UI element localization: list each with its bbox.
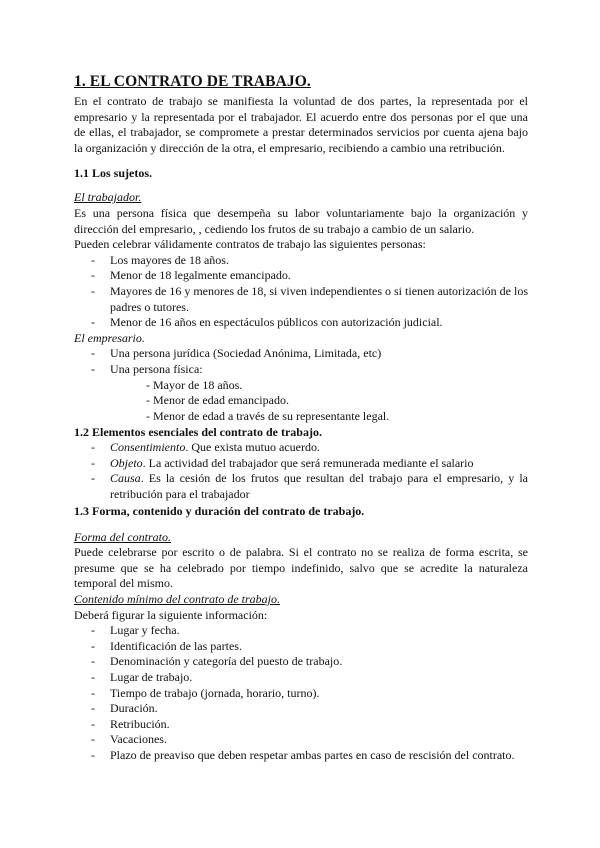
- element-term: Causa: [110, 471, 141, 486]
- empresario-list: [74, 346, 528, 377]
- trabajador-definition: Es una persona física que desempeña su labor voluntariamente bajo la organización y dirección del empresario, , cediendo los frutos de su trabajo a cambio de un salario.: [74, 205, 528, 236]
- debera-text: Deberá figurar la siguiente información:: [74, 607, 268, 622]
- list-item: [74, 456, 528, 472]
- forma-subheading: Forma del contrato.: [74, 529, 171, 544]
- forma-paragraph: Puede celebrarse por escrito o de palabra. Si el contrato no se realiza de forma escrita, se presume que se ha celebrado por tiempo indefinido, salvo que se acredite la naturaleza temporal del mismo.: [74, 545, 528, 591]
- element-text: . La actividad del trabajador que será remunerada mediante el salario: [142, 455, 474, 470]
- list-item: [74, 440, 528, 456]
- list-item: - Plazo de preaviso que deben respetar ambas partes en caso de rescisión del contrato.: [74, 748, 528, 764]
- list-item: - Menor de 18 legalmente emancipado.: [74, 268, 528, 284]
- list-item: - Lugar de trabajo.: [74, 670, 528, 686]
- personas-list: [74, 253, 528, 331]
- persona-fisica-sublist: [74, 378, 528, 425]
- element-text: . Que exista mutuo acuerdo.: [185, 440, 320, 455]
- pueden-celebrar-text: Pueden celebrar válidamente contratos de trabajo las siguientes personas:: [74, 237, 426, 252]
- elementos-list: [74, 440, 528, 502]
- contenido-subheading: Contenido mínimo del contrato de trabajo.: [74, 592, 280, 607]
- list-item: - Denominación y categoría del puesto de trabajo.: [74, 654, 528, 670]
- list-item: - Vacaciones.: [74, 732, 528, 748]
- sublist-item: - Mayor de 18 años.: [146, 377, 243, 392]
- list-item: - Menor de 16 años en espectáculos públicos con autorización judicial.: [74, 315, 528, 331]
- list-item: - Duración.: [74, 701, 528, 717]
- section-1-1-heading: 1.1 Los sujetos.: [74, 166, 153, 181]
- list-item: - Lugar y fecha.: [74, 623, 528, 639]
- trabajador-subheading: El trabajador.: [74, 190, 142, 205]
- intro-paragraph: En el contrato de trabajo se manifiesta la voluntad de dos partes, la representada por el empresario y la representada por el trabajador. El acuerdo entre dos personas por el que una de ellas, el trabajador, se compromete a prestar determinados servicios por cuenta ajena bajo la organización y dirección de la otra, el empresario, recibiendo a cambio una retribución.: [74, 94, 528, 155]
- section-1-3-heading: 1.3 Forma, contenido y duración del contrato de trabajo.: [74, 503, 365, 518]
- informacion-list: [74, 623, 528, 763]
- empresario-subheading: El empresario.: [74, 330, 145, 345]
- element-text: . Es la cesión de los frutos que resultan del trabajo para el empresario, y la retribución para el trabajador: [110, 471, 528, 502]
- list-item: - Una persona física:: [74, 362, 528, 378]
- list-item: - Identificación de las partes.: [74, 639, 528, 655]
- list-item: - Tiempo de trabajo (jornada, horario, turno).: [74, 686, 528, 702]
- list-item: - Retribución.: [74, 717, 528, 733]
- document-title: 1. EL CONTRATO DE TRABAJO.: [74, 73, 311, 90]
- section-1-2-heading: 1.2 Elementos esenciales del contrato de trabajo.: [74, 425, 322, 440]
- sublist-item: - Menor de edad a través de su representante legal.: [146, 408, 390, 423]
- list-item: - Los mayores de 18 años.: [74, 253, 528, 269]
- element-term: Objeto: [110, 455, 143, 470]
- list-item: - Una persona jurídica (Sociedad Anónima, Limitada, etc): [74, 346, 528, 362]
- element-term: Consentimiento: [110, 440, 186, 455]
- list-item: - Mayores de 16 y menores de 18, si viven independientes o si tienen autorización de los padres o tutores.: [74, 284, 528, 315]
- list-item: [74, 471, 528, 502]
- sublist-item: - Menor de edad emancipado.: [146, 393, 289, 408]
